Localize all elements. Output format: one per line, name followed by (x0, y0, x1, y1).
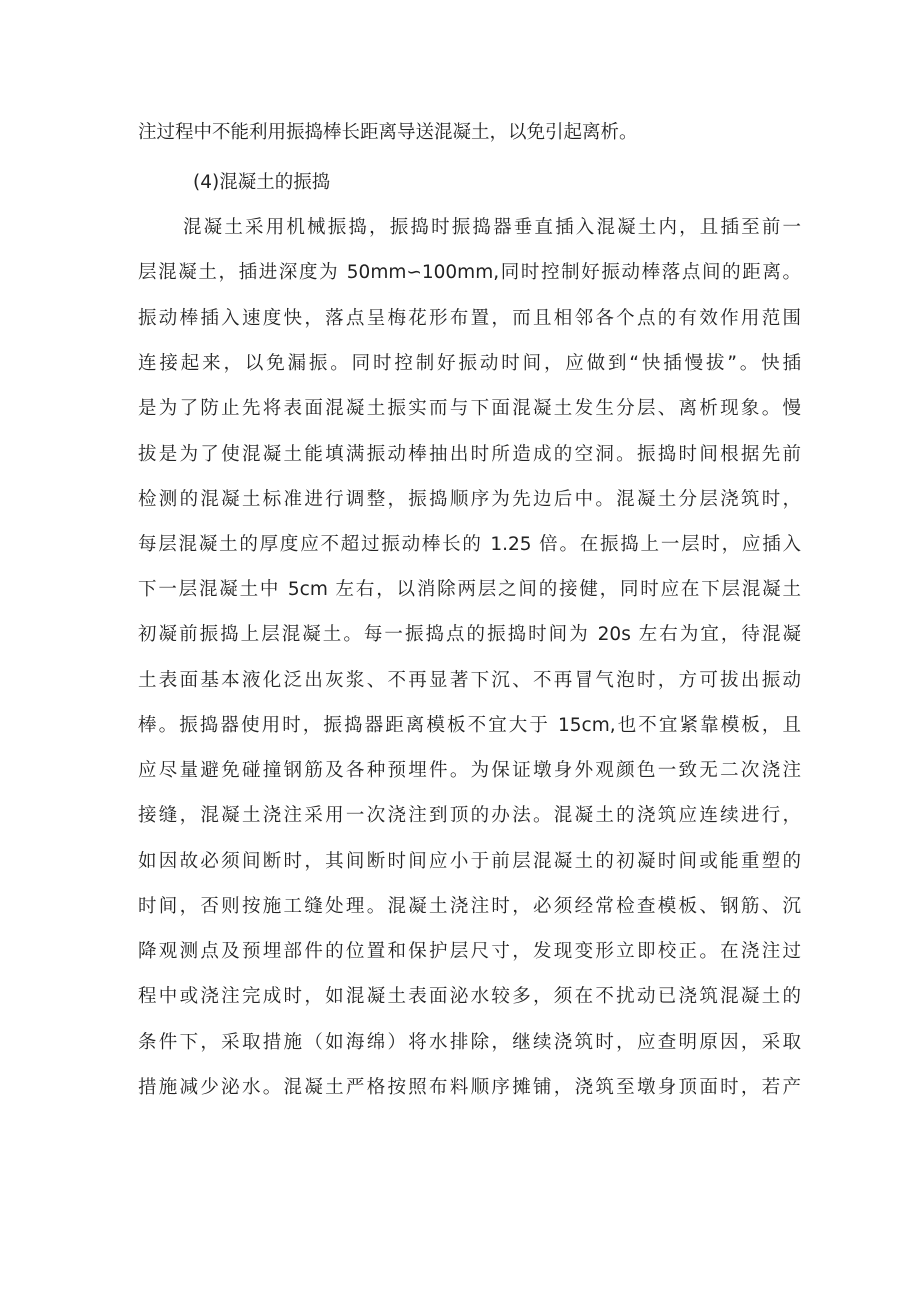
paragraph-line: 每层混凝土的厚度应不超过振动棒长的 1.25 倍。在振捣上一层时，应插入 (138, 534, 801, 555)
paragraph-line: 如因故必须间断时，其间断时间应小于前层混凝土的初凝时间或能重塑的 (138, 851, 801, 872)
paragraph-line: 条件下，采取措施（如海绵）将水排除，继续浇筑时，应查明原因，采取 (138, 1032, 801, 1053)
paragraph-line: 降观测点及预埋部件的位置和保护层尺寸，发现变形立即校正。在浇注过 (138, 941, 801, 962)
paragraph-line: 初凝前振捣上层混凝土。每一振捣点的振捣时间为 20s 左右为宜，待混凝 (138, 624, 801, 645)
paragraph-line: 是为了防止先将表面混凝土振实而与下面混凝土发生分层、离析现象。慢 (138, 398, 801, 419)
paragraph-line: 土表面基本液化泛出灰浆、不再显著下沉、不再冒气泡时，方可拔出振动 (138, 670, 801, 691)
paragraph-line: 应尽量避免碰撞钢筋及各种预埋件。为保证墩身外观颜色一致无二次浇注 (138, 760, 801, 781)
paragraph-line: 棒。振捣器使用时，振捣器距离模板不宜大于 15cm,也不宜紧靠模板，且 (138, 715, 801, 736)
section-heading: (4)混凝土的振捣 (193, 172, 331, 193)
paragraph-line: 程中或浇注完成时，如混凝土表面泌水较多，须在不扰动已浇筑混凝土的 (138, 986, 801, 1007)
paragraph-line: 措施减少泌水。混凝土严格按照布料顺序摊铺，浇筑至墩身顶面时，若产 (138, 1077, 801, 1098)
paragraph-line: 层混凝土，插进深度为 50mm∽100mm,同时控制好振动棒落点间的距离。 (138, 262, 801, 283)
paragraph-line: 检测的混凝土标准进行调整，振捣顺序为先边后中。混凝土分层浇筑时， (138, 489, 801, 510)
paragraph-line: 连接起来，以免漏振。同时控制好振动时间，应做到“快插慢拔”。快插 (138, 353, 801, 374)
paragraph-line: 混凝土采用机械振捣，振捣时振捣器垂直插入混凝土内，且插至前一 (183, 217, 801, 238)
paragraph-line: 拔是为了使混凝土能填满振动棒抽出时所造成的空洞。振捣时间根据先前 (138, 444, 801, 465)
paragraph-line: 注过程中不能利用振捣棒长距离导送混凝土，以免引起离析。 (138, 122, 638, 143)
paragraph-line: 振动棒插入速度快，落点呈梅花形布置，而且相邻各个点的有效作用范围 (138, 308, 801, 329)
paragraph-line: 时间，否则按施工缝处理。混凝土浇注时，必须经常检查模板、钢筋、沉 (138, 896, 801, 917)
paragraph-line: 接缝，混凝土浇注采用一次浇注到顶的办法。混凝土的浇筑应连续进行， (138, 805, 801, 826)
paragraph-line: 下一层混凝土中 5cm 左右，以消除两层之间的接健，同时应在下层混凝土 (138, 579, 801, 600)
